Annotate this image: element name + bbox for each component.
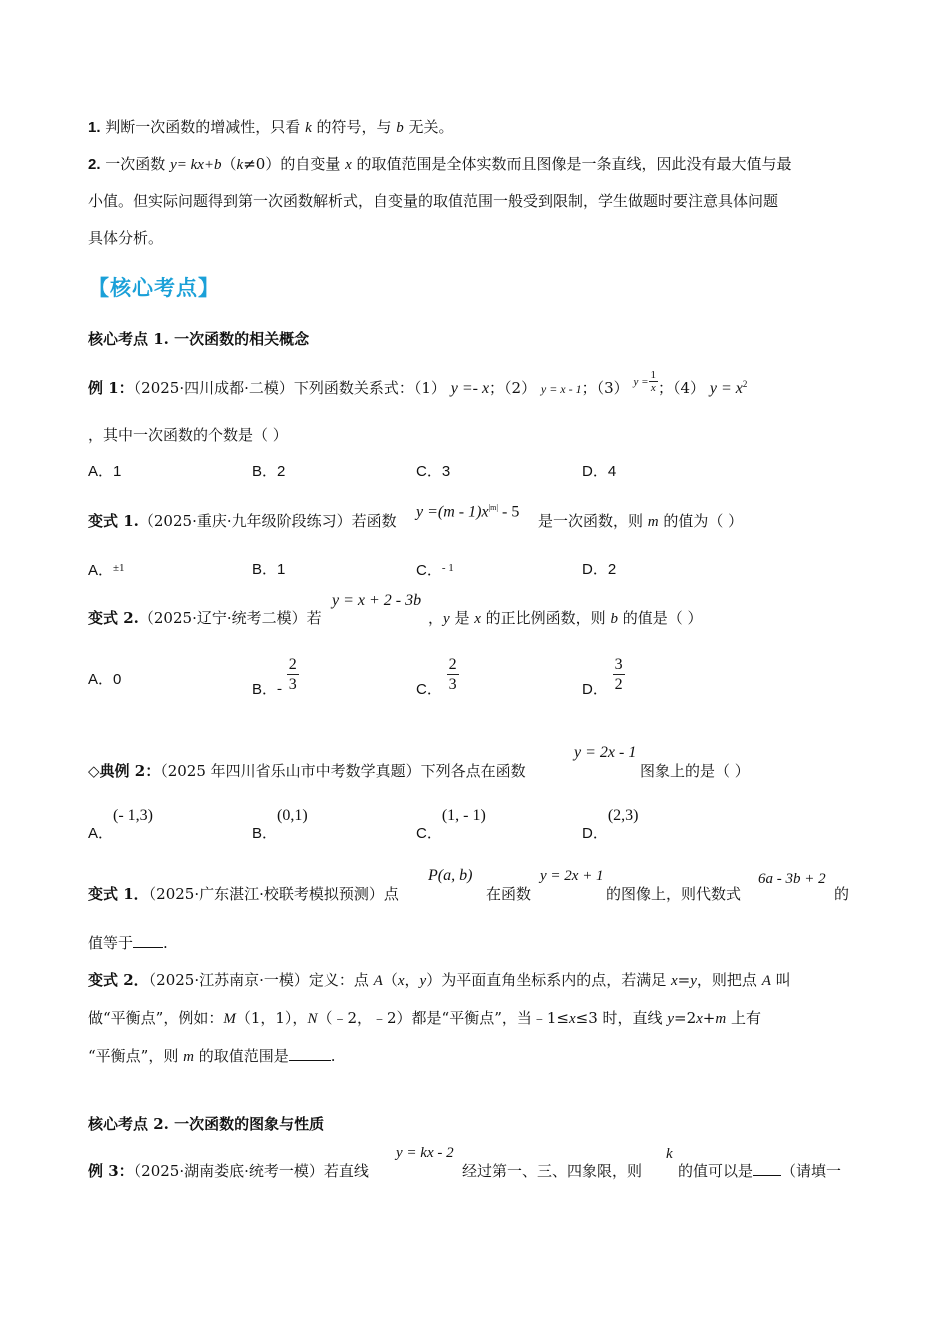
variant-2 (88, 608, 322, 628)
variant-1-formula-exponent: |m| (488, 503, 498, 512)
note-2-k: k (236, 157, 244, 173)
variant-4-line-1 (88, 970, 791, 991)
example-2-option-b-label: B． (252, 825, 278, 842)
variant-4-label: 变式 2． (88, 971, 149, 989)
variant-2-option-c-label: C． (416, 680, 442, 698)
example-1-formula-3 (633, 368, 658, 394)
example-2-tail: 图象上的是（ ） (640, 762, 750, 780)
example-1-label: 例 1： (88, 379, 134, 397)
example-2-option-a-value: (- 1,3) (113, 807, 153, 824)
variant-3-text-a: 的图像上，则代数式 (606, 885, 742, 903)
formula-3-lhs: y = (633, 376, 649, 388)
example-1-sep-2: ；（3） (581, 379, 629, 397)
example-3-text-a: 经过第一、三、四象限，则 (462, 1162, 643, 1180)
variant-2-y: y (443, 611, 450, 627)
example-1-tail: ，其中一次函数的个数是（ ） (88, 426, 288, 444)
variant-4-A: A (373, 973, 383, 989)
example-2-option-b-value: (0,1) (277, 807, 308, 824)
note-2-equation: y= kx+b (170, 157, 222, 173)
note-2-x: x (345, 157, 352, 173)
example-2 (88, 761, 526, 781)
example-2-option-a[interactable] (88, 805, 153, 842)
variant-4-text: 叫 (770, 971, 791, 989)
formula-3-fraction (649, 369, 659, 394)
section-2-title: 核心考点 2. 一次函数的图象与性质 (88, 1115, 325, 1133)
variant-2-formula: y = x + 2 - 3b (332, 592, 422, 609)
note-2-paren: （ (221, 155, 237, 173)
variant-2-option-c-fraction (447, 655, 459, 694)
option-c-numerator: 2 (448, 656, 457, 673)
note-1-text-c: 无关。 (403, 118, 454, 136)
variant-4-A: A (761, 973, 771, 989)
variant-4-M: M (223, 1011, 236, 1027)
variant-3-mid: 在函数 (486, 885, 532, 903)
variant-1-option-a-label: A． (88, 562, 114, 579)
note-1 (88, 117, 454, 138)
variant-2-x: x (474, 611, 481, 627)
variant-4-line-2 (88, 1008, 761, 1029)
variant-3-label: 变式 1． (88, 885, 149, 903)
variant-1-formula (416, 498, 519, 522)
variant-1-option-a[interactable] (88, 560, 125, 582)
note-2-text-b: 的取值范围是全体实数而且图像是一条直线，因此没有最大值与最 (351, 155, 792, 173)
example-2-option-c-label: C． (416, 825, 442, 842)
variant-2-label: 变式 2. (88, 609, 139, 627)
variant-4-text: 做“平衡点”，例如： (88, 1009, 224, 1027)
variant-2-option-b-fraction (287, 655, 299, 694)
variant-1-text-a: 是一次函数，则 (538, 512, 648, 530)
note-2-line-3: 具体分析。 (88, 229, 164, 247)
variant-1-option-d[interactable]: D．2 (582, 561, 617, 578)
example-1-option-a[interactable]: A．1 (88, 463, 122, 480)
example-2-label: ◇典例 2： (88, 762, 161, 780)
variant-4-text: ， (404, 971, 420, 989)
example-1 (88, 368, 748, 402)
variant-3 (88, 884, 399, 904)
variant-3-line-2-end: . (163, 934, 168, 952)
variant-4-x: x (397, 973, 405, 989)
variant-1-option-a-value: ±1 (113, 562, 125, 574)
variant-3-point: P(a, b) (428, 867, 473, 884)
variant-4-m: m (183, 1049, 194, 1065)
variant-1-text-b: 的值为（ ） (658, 512, 744, 530)
option-b-numerator: 2 (288, 656, 297, 673)
variant-4-text: = (677, 971, 691, 989)
variant-2-option-c[interactable] (416, 655, 459, 698)
example-3-question (678, 1161, 841, 1181)
option-b-denominator: 3 (288, 676, 297, 693)
variant-1-m: m (647, 514, 659, 530)
example-1-source: （2025·四川成都·二模）下列函数关系式：（1） (133, 379, 446, 397)
variant-2-source: （2025·辽宁·统考二模）若 (138, 609, 322, 627)
variant-1-source: （2025·重庆·九年级阶段练习）若函数 (138, 512, 397, 530)
example-3-label: 例 3： (88, 1162, 134, 1180)
note-1-number: 1. (88, 119, 101, 136)
option-c-denominator: 3 (448, 676, 457, 693)
example-1-formula-4: y = x (709, 380, 743, 397)
variant-4-text: （1，1）， (235, 1009, 308, 1027)
variant-4-end: . (330, 1047, 336, 1065)
example-2-option-c-value: (1, - 1) (441, 807, 486, 824)
note-1-text: 判断一次函数的增减性，只看 (100, 118, 306, 136)
example-1-option-b[interactable]: B．2 (252, 463, 286, 480)
note-2-line-1 (88, 154, 792, 175)
variant-2-question (428, 608, 703, 629)
variant-1-formula-main: y =(m - 1)x (416, 503, 489, 521)
variant-4-answer-blank[interactable] (289, 1046, 331, 1061)
variant-1-formula-tail: - 5 (497, 503, 520, 521)
variant-1-option-c-value: - 1 (441, 562, 454, 574)
variant-1 (88, 511, 397, 531)
example-3-source: （2025·湖南娄底·统考一模）若直线 (133, 1162, 369, 1180)
example-1-formula-4-exponent: 2 (742, 379, 748, 389)
variant-4-y: y (419, 973, 427, 989)
example-1-sep-1: ；（2） (489, 379, 537, 397)
example-1-option-c[interactable]: C．3 (416, 463, 451, 480)
variant-1-label: 变式 1. (88, 512, 139, 530)
variant-4-text: “平衡点”，则 (88, 1047, 184, 1065)
example-2-option-a-label: A． (88, 825, 114, 842)
note-1-k: k (305, 120, 312, 136)
variant-4-N: N (307, 1011, 318, 1027)
note-2-number: 2. (88, 156, 101, 173)
variant-1-option-b[interactable]: B．1 (252, 561, 286, 578)
option-d-denominator: 2 (614, 676, 623, 693)
variant-4-line-3 (88, 1046, 336, 1067)
example-3-k: k (666, 1146, 673, 1162)
variant-3-text-b: 的 (834, 885, 850, 903)
variant-4-text: 的取值范围是 (193, 1047, 289, 1065)
note-1-b: b (396, 120, 404, 136)
variant-4-y: y (667, 1011, 674, 1027)
example-3 (88, 1161, 369, 1181)
variant-2-option-d-label: D． (582, 680, 608, 698)
variant-4-text: ≤3 时，直线 (575, 1009, 668, 1027)
variant-1-option-c[interactable] (416, 560, 454, 582)
variant-3-answer-blank[interactable] (133, 933, 163, 948)
variant-4-text: （2025·江苏南京·一模）定义：点 (148, 971, 374, 989)
note-2-text: 一次函数 (100, 155, 171, 173)
variant-4-text: （﹣2，﹣2）都是“平衡点”，当﹣1≤ (317, 1009, 569, 1027)
example-1-sep-3: ；（4） (658, 379, 706, 397)
variant-4-x: x (696, 1011, 703, 1027)
example-2-option-d-label: D． (582, 825, 608, 842)
variant-4-text: 上有 (726, 1009, 761, 1027)
example-3-answer-blank[interactable] (753, 1161, 781, 1176)
variant-2-b: b (610, 611, 618, 627)
variant-3-line-2 (88, 933, 168, 953)
variant-4-text: ）为平面直角坐标系内的点，若满足 (426, 971, 671, 989)
variant-2-option-d-fraction (613, 655, 625, 694)
example-2-option-d-value: (2,3) (607, 807, 639, 824)
variant-4-text: （ (382, 971, 398, 989)
example-2-option-d[interactable] (582, 805, 639, 842)
section-1-title: 核心考点 1. 一次函数的相关概念 (88, 330, 310, 348)
variant-4-x: x (569, 1011, 576, 1027)
variant-4-m: m (715, 1011, 727, 1027)
core-points-heading: 【核心考点】 (88, 276, 220, 300)
note-2-line-2: 小值。但实际问题得到第一次函数解析式，自变量的取值范围一般受到限制，学生做题时要注意具体问题 (88, 192, 779, 210)
example-2-source: （2025 年四川省乐山市中考数学真题）下列各点在函数 (160, 762, 526, 780)
note-2-neq: ≠0）的自变量 (243, 155, 346, 173)
option-d-numerator: 3 (614, 656, 623, 673)
variant-1-question (538, 511, 743, 532)
variant-4-text: + (702, 1009, 716, 1027)
variant-4-text: =2 (674, 1009, 697, 1027)
variant-2-option-b[interactable] (252, 655, 299, 698)
variant-2-option-d[interactable] (582, 655, 625, 698)
example-2-formula: y = 2x - 1 (574, 744, 637, 761)
variant-2-option-b-label: B． (252, 680, 278, 698)
variant-3-expression: 6a - 3b + 2 (758, 871, 826, 887)
variant-3-line-2-text: 值等于 (88, 934, 134, 952)
variant-3-formula: y = 2x + 1 (540, 868, 604, 884)
variant-2-text-d: 的值是（ ） (617, 609, 703, 627)
note-1-text-b: 的符号，与 (311, 118, 397, 136)
variant-2-text-a: ， (428, 609, 444, 627)
example-3-formula: y = kx - 2 (396, 1145, 454, 1161)
variant-2-text-b: 是 (449, 609, 475, 627)
example-2-option-b[interactable] (252, 805, 308, 842)
example-3-text-b: 的值可以是 (678, 1162, 754, 1180)
example-1-formula-1: y =- x (450, 380, 490, 397)
variant-4-text: ，则把点 (696, 971, 762, 989)
variant-1-option-c-label: C． (416, 562, 442, 579)
variant-3-source: （2025·广东湛江·校联考模拟预测）点 (148, 885, 399, 903)
example-1-option-d[interactable]: D．4 (582, 463, 617, 480)
formula-3-denominator: x (650, 381, 656, 394)
example-1-formula-2: y = x - 1 (540, 382, 582, 396)
example-3-text-c: （请填一 (781, 1162, 842, 1180)
example-2-option-c[interactable] (416, 805, 486, 842)
variant-4-y: y (690, 973, 697, 989)
variant-2-option-b-sign: - (277, 680, 283, 697)
variant-2-option-a[interactable]: A．0 (88, 671, 122, 688)
variant-4-x: x (670, 973, 678, 989)
formula-3-numerator: 1 (650, 368, 657, 381)
variant-2-text-c: 的正比例函数，则 (480, 609, 611, 627)
